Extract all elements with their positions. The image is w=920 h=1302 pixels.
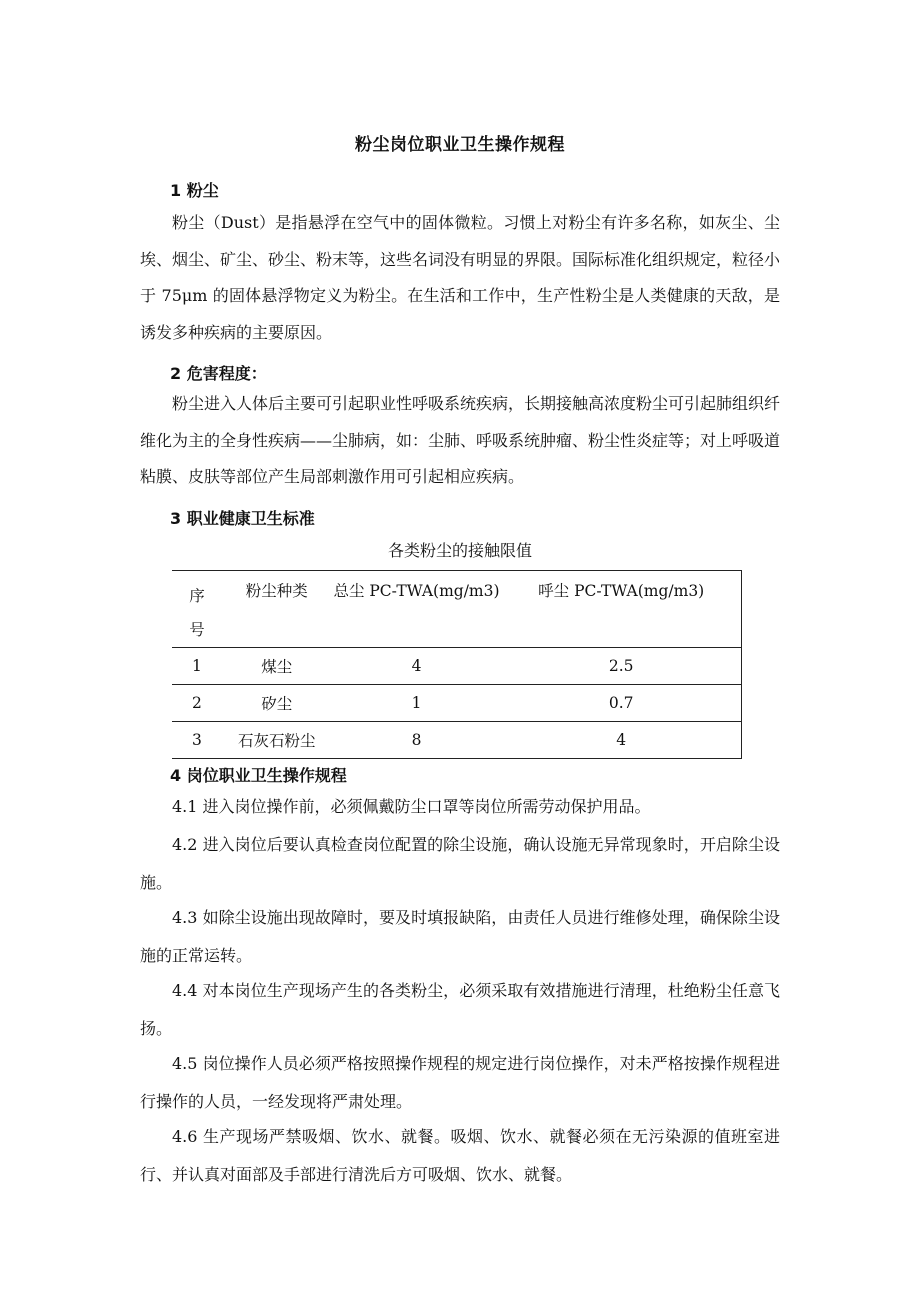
- procedure-item-4-6: 4.6 生产现场严禁吸烟、饮水、就餐。吸烟、饮水、就餐必须在无污染源的值班室进行、并认真对面部及手部进行清洗后方可吸烟、饮水、就餐。: [140, 1127, 780, 1184]
- cell-respirable-dust: 2.5: [501, 648, 741, 685]
- cell-dust-type: 煤尘: [222, 648, 332, 685]
- procedure-item-4-2: 4.2 进入岗位后要认真检查岗位配置的除尘设施，确认设施无异常现象时，开启除尘设施。: [140, 835, 780, 892]
- cell-dust-type: 石灰石粉尘: [222, 722, 332, 759]
- column-header-number: 序号: [189, 587, 205, 639]
- cell-number: 3: [172, 722, 222, 759]
- procedure-item-4-3: 4.3 如除尘设施出现故障时，要及时填报缺陷，由责任人员进行维修处理，确保除尘设施的正常运转。: [140, 908, 780, 965]
- section-2-paragraph: 粉尘进入人体后主要可引起职业性呼吸系统疾病，长期接触高浓度粉尘可引起肺组织纤维化为主的全身性疾病——尘肺病，如：尘肺、呼吸系统肿瘤、粉尘性炎症等；对上呼吸道粘膜、皮肤等部位产生局部刺激作用可引起相应疾病。: [140, 394, 781, 486]
- column-header-total-dust: 总尘 PC-TWA(mg/m3): [333, 582, 500, 600]
- procedure-item-4-5: 4.5 岗位操作人员必须严格按照操作规程的规定进行岗位操作，对未严格按操作规程进行操作的人员，一经发现将严肃处理。: [140, 1054, 780, 1111]
- section-3-heading: 3 职业健康卫生标准: [170, 509, 315, 528]
- cell-total-dust: 8: [332, 722, 502, 759]
- column-header-respirable-dust: 呼尘 PC-TWA(mg/m3): [501, 571, 741, 648]
- cell-total-dust: 4: [332, 648, 502, 685]
- exposure-limits-table: [172, 570, 742, 759]
- document-title: 粉尘岗位职业卫生操作规程: [355, 135, 565, 155]
- procedure-item-4-4: 4.4 对本岗位生产现场产生的各类粉尘，必须采取有效措施进行清理，杜绝粉尘任意飞扬。: [140, 981, 780, 1038]
- cell-total-dust: 1: [332, 685, 502, 722]
- table-row: [172, 648, 742, 685]
- table-caption: 各类粉尘的接触限值: [387, 541, 532, 560]
- table-header-row: [172, 571, 742, 648]
- section-4-heading: 4 岗位职业卫生操作规程: [170, 766, 347, 785]
- table-row: [172, 685, 742, 722]
- column-header-dust-type: 粉尘种类: [245, 582, 308, 600]
- cell-dust-type: 矽尘: [222, 685, 332, 722]
- section-1-paragraph: 粉尘（Dust）是指悬浮在空气中的固体微粒。习惯上对粉尘有许多名称，如灰尘、尘埃、烟尘、矿尘、砂尘、粉末等，这些名词没有明显的界限。国际标准化组织规定，粒径小于 75μm 的固体悬浮物定义为粉尘。在生活和工作中，生产性粉尘是人类健康的天敌，是诱发多种疾病的主要原因。: [140, 213, 781, 342]
- cell-respirable-dust: 0.7: [501, 685, 741, 722]
- procedure-item-4-1: 4.1 进入岗位操作前，必须佩戴防尘口罩等岗位所需劳动保护用品。: [172, 797, 651, 816]
- section-1-heading: 1 粉尘: [170, 181, 219, 200]
- cell-respirable-dust: 4: [501, 722, 741, 759]
- table-row: [172, 722, 742, 759]
- cell-number: 2: [172, 685, 222, 722]
- section-2-heading: 2 危害程度：: [170, 364, 267, 383]
- cell-number: 1: [172, 648, 222, 685]
